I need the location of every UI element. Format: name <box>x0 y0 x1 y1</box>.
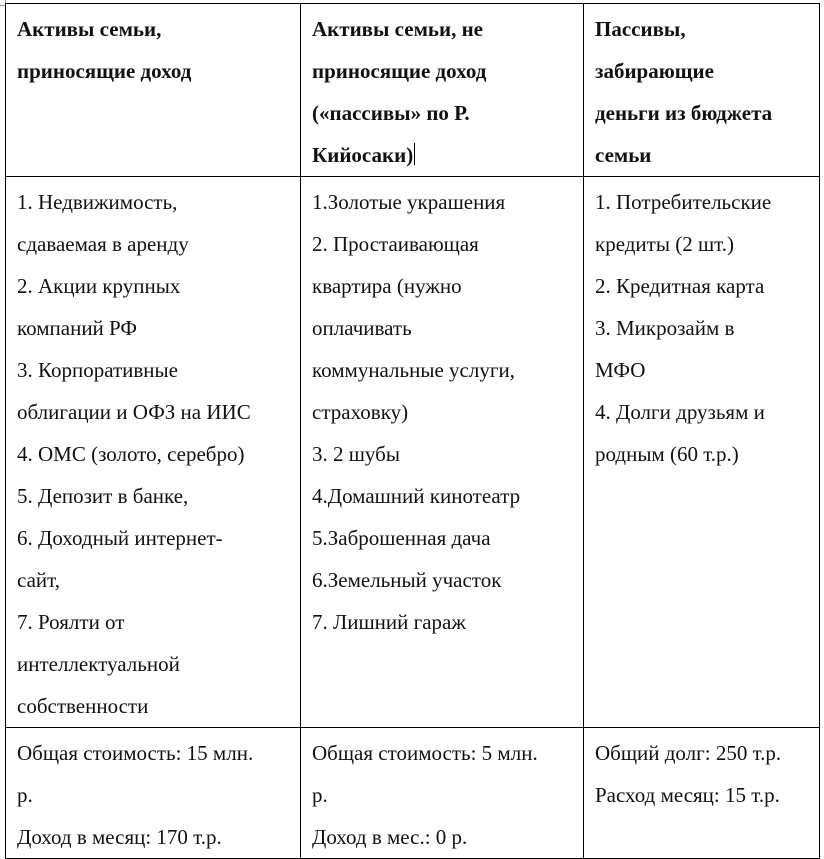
header-line: Пассивы, <box>595 17 686 41</box>
table-items-row <box>6 177 820 728</box>
list-item: коммунальные услуги, <box>312 358 515 382</box>
header-line <box>312 134 579 176</box>
header-line: семьи <box>595 143 652 167</box>
list-item: 6.Земельный участок <box>312 568 502 592</box>
list-item: страховку) <box>312 400 409 424</box>
list-item: 5.Заброшенная дача <box>312 526 491 550</box>
list-item: родным (60 т.р.) <box>595 442 739 466</box>
header-line: забирающие <box>595 59 714 83</box>
header-income-assets <box>6 4 301 177</box>
header-line: деньги из бюджета <box>595 101 773 125</box>
table-header-row <box>6 4 820 177</box>
total-line: Доход в мес.: 0 р. <box>312 825 468 849</box>
list-item: 1.Золотые украшения <box>312 190 506 214</box>
list-item: 6. Доходный интернет- <box>17 526 223 550</box>
table-totals-row <box>6 728 820 859</box>
list-item: 7. Лишний гараж <box>312 610 466 634</box>
list-item: 3. Корпоративные <box>17 358 178 382</box>
header-non-income-assets <box>301 4 584 177</box>
list-item: 1. Недвижимость, <box>17 190 178 214</box>
header-line: приносящие доход <box>17 59 192 83</box>
list-item: 4. ОМС (золото, серебро) <box>17 442 245 466</box>
list-item: 7. Роялти от <box>17 610 125 634</box>
list-item: 3. Микрозайм в <box>595 316 735 340</box>
list-item: 5. Депозит в банке, <box>17 484 189 508</box>
list-item: 4.Домашний кинотеатр <box>312 484 521 508</box>
list-item: оплачивать <box>312 316 412 340</box>
header-line: Активы семьи, не <box>312 17 483 41</box>
totals-non-income-assets <box>301 728 584 859</box>
list-item: МФО <box>595 358 646 382</box>
list-item: 2. Кредитная карта <box>595 274 765 298</box>
list-item: 4. Долги друзьям и <box>595 400 765 424</box>
total-line: Общий долг: 250 т.р. <box>595 741 782 765</box>
list-item: сдаваемая в аренду <box>17 232 189 256</box>
total-line: р. <box>17 783 33 807</box>
text-cursor <box>414 143 415 165</box>
list-item: интеллектуальной <box>17 652 180 676</box>
header-line: Активы семьи, <box>17 17 162 41</box>
list-item: 2. Простаивающая <box>312 232 479 256</box>
totals-income-assets <box>6 728 301 859</box>
total-line: Расход месяц: 15 т.р. <box>595 783 780 807</box>
header-line-text: Кийосаки) <box>312 143 414 167</box>
totals-liabilities <box>584 728 820 859</box>
header-liabilities <box>584 4 820 177</box>
total-line: Общая стоимость: 5 млн. <box>312 741 538 765</box>
list-item: 3. 2 шубы <box>312 442 400 466</box>
total-line: Доход в месяц: 170 т.р. <box>17 825 222 849</box>
items-liabilities <box>584 177 820 728</box>
header-line: («пассивы» по Р. <box>312 101 470 125</box>
list-item: облигации и ОФЗ на ИИС <box>17 400 251 424</box>
list-item: кредиты (2 шт.) <box>595 232 734 256</box>
list-item: компаний РФ <box>17 316 137 340</box>
items-income-assets <box>6 177 301 728</box>
family-assets-table <box>5 3 820 859</box>
list-item: собственности <box>17 694 149 718</box>
list-item: сайт, <box>17 568 60 592</box>
total-line: Общая стоимость: 15 млн. <box>17 741 254 765</box>
list-item: 2. Акции крупных <box>17 274 181 298</box>
list-item: квартира (нужно <box>312 274 462 298</box>
total-line: р. <box>312 783 328 807</box>
header-line: приносящие доход <box>312 59 487 83</box>
list-item: 1. Потребительские <box>595 190 772 214</box>
items-non-income-assets <box>301 177 584 728</box>
